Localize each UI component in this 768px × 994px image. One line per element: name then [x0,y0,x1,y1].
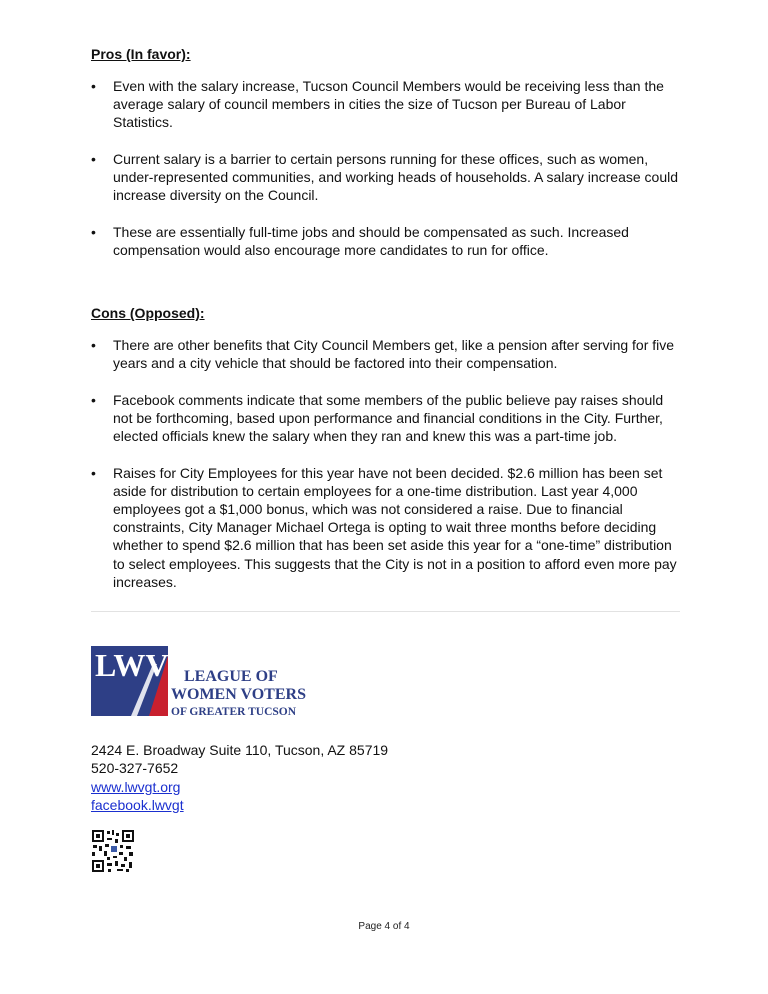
list-item [91,77,681,132]
cons-item-text: Raises for City Employees for this year have not been decided. $2.6 million has been set aside for distribution to certain employees for a one-time distribution. Last year 4,000 employees got a $1,000 bonus, which was not considered a raise. Due to financial constraints, City Manager Michael Ortega is opting to wait three months before deciding whether to spend $2.6 million that has been set aside this year for a “one-time” distribution to select employees. This suggests that the City is not in a position to afford even more pay increases. [113,464,677,590]
pros-item-text: Current salary is a barrier to certain persons running for these offices, such as women, under-represented communities, and working heads of households. A salary increase could increase diversity on the Council. [113,150,678,204]
phone: 520-327-7652 [91,760,179,777]
bullet-icon: • [91,223,96,240]
address: 2424 E. Broadway Suite 110, Tucson, AZ 85719 [91,742,389,758]
logo-line-3: OF GREATER TUCSON [171,706,297,718]
bullet-icon: • [91,464,96,481]
pros-list [91,77,681,278]
lwv-logo [91,646,313,718]
pros-heading: Pros (In favor): [91,46,191,62]
bullet-icon: • [91,78,96,94]
bullet-icon: • [91,337,96,353]
list-item [91,336,681,372]
pros-item-text: These are essentially full-time jobs and should be compensated as such. Increased compensation would also encourage more candidates to run for office. [113,223,629,259]
list-item [91,464,681,591]
cons-heading: Cons (Opposed): [91,305,205,321]
bullet-icon: • [91,391,96,408]
logo-line-2: WOMEN VOTERS [171,686,306,703]
page-number: Page 4 of 4 [358,921,410,932]
logo-line-1: LEAGUE OF [184,668,278,685]
list-item [91,150,681,205]
contact-block [91,741,388,814]
bullet-icon: • [91,150,96,167]
section-divider [91,611,680,612]
list-item [91,223,681,259]
logo-mark: LWV [95,647,169,683]
cons-item-text: There are other benefits that City Council Members get, like a pension after serving for five years and a city vehicle that should be factored into their compensation. [113,337,675,372]
cons-item-text: Facebook comments indicate that some members of the public believe pay raises should not be forthcoming, based upon performance and financial conditions in the City. Further, elected officials knew the salary when they ran and knew this was a part-time job. [113,391,664,445]
qr-code-icon [91,829,135,873]
website-link[interactable]: www.lwvgt.org [91,778,181,795]
list-item [91,391,681,446]
facebook-link[interactable]: facebook.lwvgt [91,796,184,813]
pros-item-text: Even with the salary increase, Tucson Council Members would be receiving less than the average salary of council members in cities the size of Tucson per Bureau of Labor Statistics. [113,78,664,131]
cons-list [91,336,681,609]
